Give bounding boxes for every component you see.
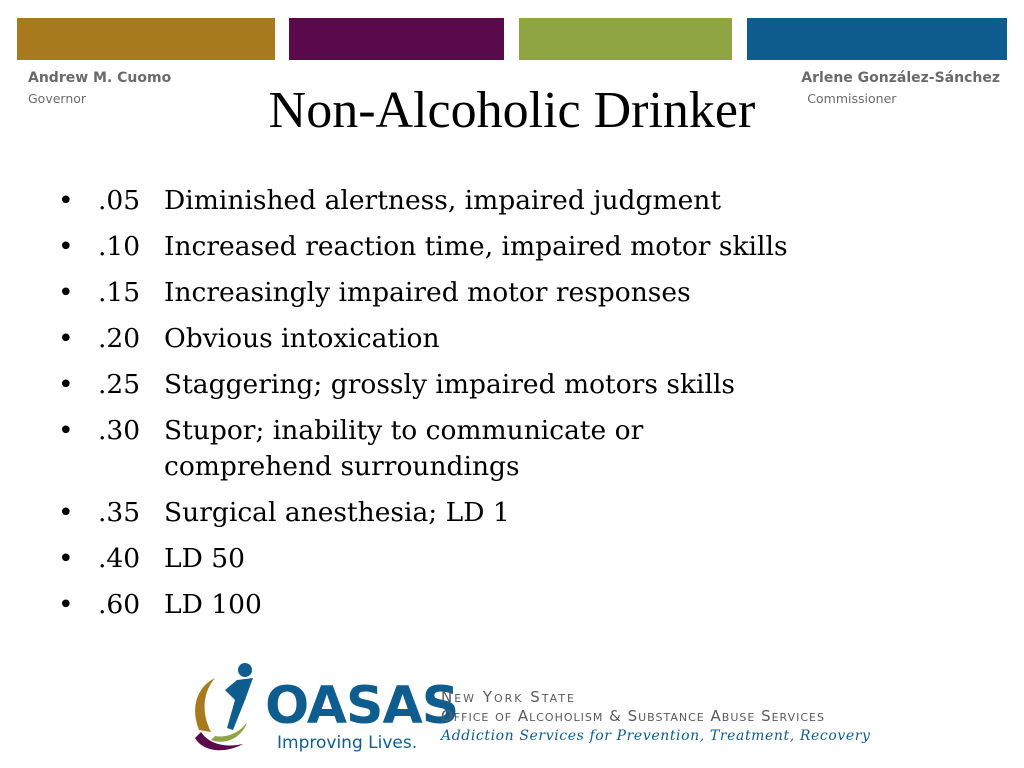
governor-name: Andrew M. Cuomo [28,70,172,86]
header-color-bar-blue [747,18,1007,60]
bac-level: .30 [98,415,141,446]
commissioner-role: Commissioner [807,91,897,106]
bac-effects-list [58,183,858,633]
bac-level: .10 [98,231,141,262]
header-color-bar-gold [17,18,275,60]
bac-effect: Increased reaction time, impaired motor skills [164,231,788,262]
header-color-bar-green [519,18,732,60]
bac-effect: Obvious intoxication [164,323,440,354]
bac-effect: Staggering; grossly impaired motors skills [164,369,736,400]
bac-level: .35 [98,497,141,528]
agency-name-block [441,688,871,746]
bullet-icon: • [58,231,74,262]
bac-effect: LD 100 [164,589,262,620]
oasas-wordmark: OASAS [265,676,459,736]
bac-effect: Increasingly impaired motor responses [164,277,691,308]
bullet-icon: • [58,277,74,308]
figure-body [225,678,253,730]
slide-title: Non-Alcoholic Drinker [268,82,756,139]
bullet-icon: • [58,185,74,216]
agency-state: New York State [441,688,576,706]
list-item [58,413,858,485]
list-item [58,229,858,265]
oasas-footer-logo [185,660,885,760]
bullet-icon: • [58,589,74,620]
list-item [58,541,858,577]
list-item [58,275,858,311]
list-item [58,495,858,531]
swoosh-gold [195,678,215,732]
list-item [58,321,858,357]
bac-effect: Surgical anesthesia; LD 1 [164,497,510,528]
bullet-icon: • [58,497,74,528]
agency-mission: Addiction Services for Prevention, Treatment, Recovery [441,728,871,744]
list-item [58,587,858,623]
agency-office: Office of Alcoholism & Substance Abuse Services [441,707,825,725]
bac-effect: Diminished alertness, impaired judgment [164,185,721,216]
list-item [58,367,858,403]
bullet-icon: • [58,323,74,354]
bac-effect: LD 50 [164,543,245,574]
governor-role: Governor [28,91,87,106]
bullet-icon: • [58,369,74,400]
bac-level: .60 [98,589,141,620]
header-color-bar-purple [289,18,504,60]
bullet-icon: • [58,415,74,446]
bac-effect: Stupor; inability to communicate or comprehend surroundings [164,415,644,482]
bac-level: .40 [98,543,141,574]
bullet-icon: • [58,543,74,574]
commissioner-name: Arlene González-Sánchez [801,70,1000,86]
bac-level: .05 [98,185,141,216]
oasas-figure-icon [185,660,265,755]
oasas-tagline: Improving Lives. [277,733,418,753]
bac-level: .15 [98,277,141,308]
bac-level: .20 [98,323,141,354]
bac-level: .25 [98,369,141,400]
figure-head [238,663,252,677]
list-item [58,183,858,219]
